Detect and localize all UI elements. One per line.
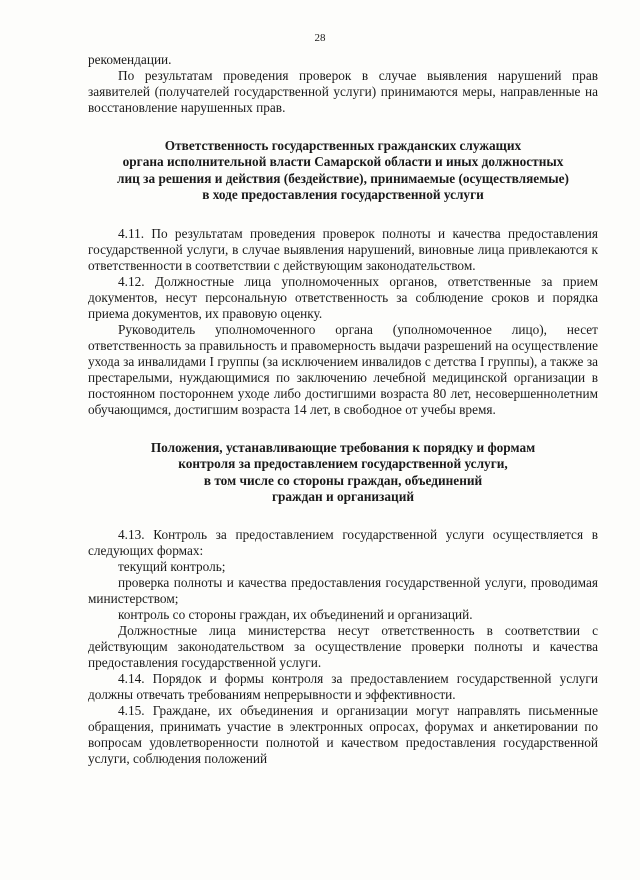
heading-line: граждан и организаций bbox=[271, 489, 415, 505]
list-item: текущий контроль; bbox=[118, 559, 226, 575]
paragraph-4-12: 4.12. Должностные лица уполномоченных органов, ответственные за прием документов, несут персональную ответственность за соблюдение сроков и порядка приема документов, их правовую оценку. bbox=[88, 274, 598, 322]
heading-line: лиц за решения и действия (бездействие), принимаемые (осуществляемые) bbox=[117, 170, 569, 186]
paragraph: рекомендации. bbox=[88, 52, 172, 67]
heading-line: Ответственность государственных гражданских служащих bbox=[164, 138, 522, 153]
heading-line: в том числе со стороны граждан, объединений bbox=[203, 472, 483, 488]
heading-line: в ходе предоставления государственной услуги bbox=[202, 186, 484, 202]
paragraph: Должностные лица министерства несут ответственность в соответствии с действующим законодательством за осуществление проверки полноты и качества предоставления государственной услуги. bbox=[88, 623, 598, 671]
paragraph-4-13: 4.13. Контроль за предоставлением государственной услуги осуществляется в следующих формах: bbox=[88, 527, 598, 559]
page-number: 28 bbox=[314, 32, 326, 44]
section-heading-responsibility bbox=[88, 138, 598, 203]
list-item: контроль со стороны граждан, их объединений и организаций. bbox=[118, 607, 473, 623]
heading-line: Положения, устанавливающие требования к порядку и формам bbox=[150, 440, 536, 456]
section-heading-control bbox=[88, 440, 598, 505]
heading-line: контроля за предоставлением государственной услуги, bbox=[178, 456, 508, 472]
list-item: проверка полноты и качества предоставления государственной услуги, проводимая министерством; bbox=[88, 575, 598, 607]
paragraph: По результатам проведения проверок в случае выявления нарушений прав заявителей (получателей государственной услуги) принимаются меры, направленные на восстановление нарушенных прав. bbox=[88, 68, 598, 115]
paragraph-4-15: 4.15. Граждане, их объединения и организации могут направлять письменные обращения, принимать участие в электронных опросах, форумах и анкетировании по вопросам удовлетворенности полнотой и качеством предоставления государственной услуги, соблюдения положений bbox=[88, 703, 598, 767]
paragraph-4-14: 4.14. Порядок и формы контроля за предоставлением государственной услуги должны отвечать требованиям непрерывности и эффективности. bbox=[88, 671, 598, 703]
heading-line: органа исполнительной власти Самарской области и иных должностных bbox=[122, 154, 564, 170]
document-body bbox=[88, 52, 598, 767]
paragraph: Руководитель уполномоченного органа (уполномоченное лицо), несет ответственность за правильность и правомерность выдачи разрешений на осуществление ухода за инвалидами I группы (за исключением инвалидов с детства I группы), а также за престарелыми, нуждающимися по заключению лечебной медицинской организации в постоянном постороннем уходе либо достигшими возраста 80 лет, несовершеннолетним обучающимся, достигшим возраста 14 лет, в свободное от учебы время. bbox=[88, 322, 598, 418]
paragraph-4-11: 4.11. По результатам проведения проверок полноты и качества предоставления государственной услуги, в случае выявления нарушений, виновные лица привлекаются к ответственности в соответствии с действующим законодательством. bbox=[88, 226, 598, 274]
